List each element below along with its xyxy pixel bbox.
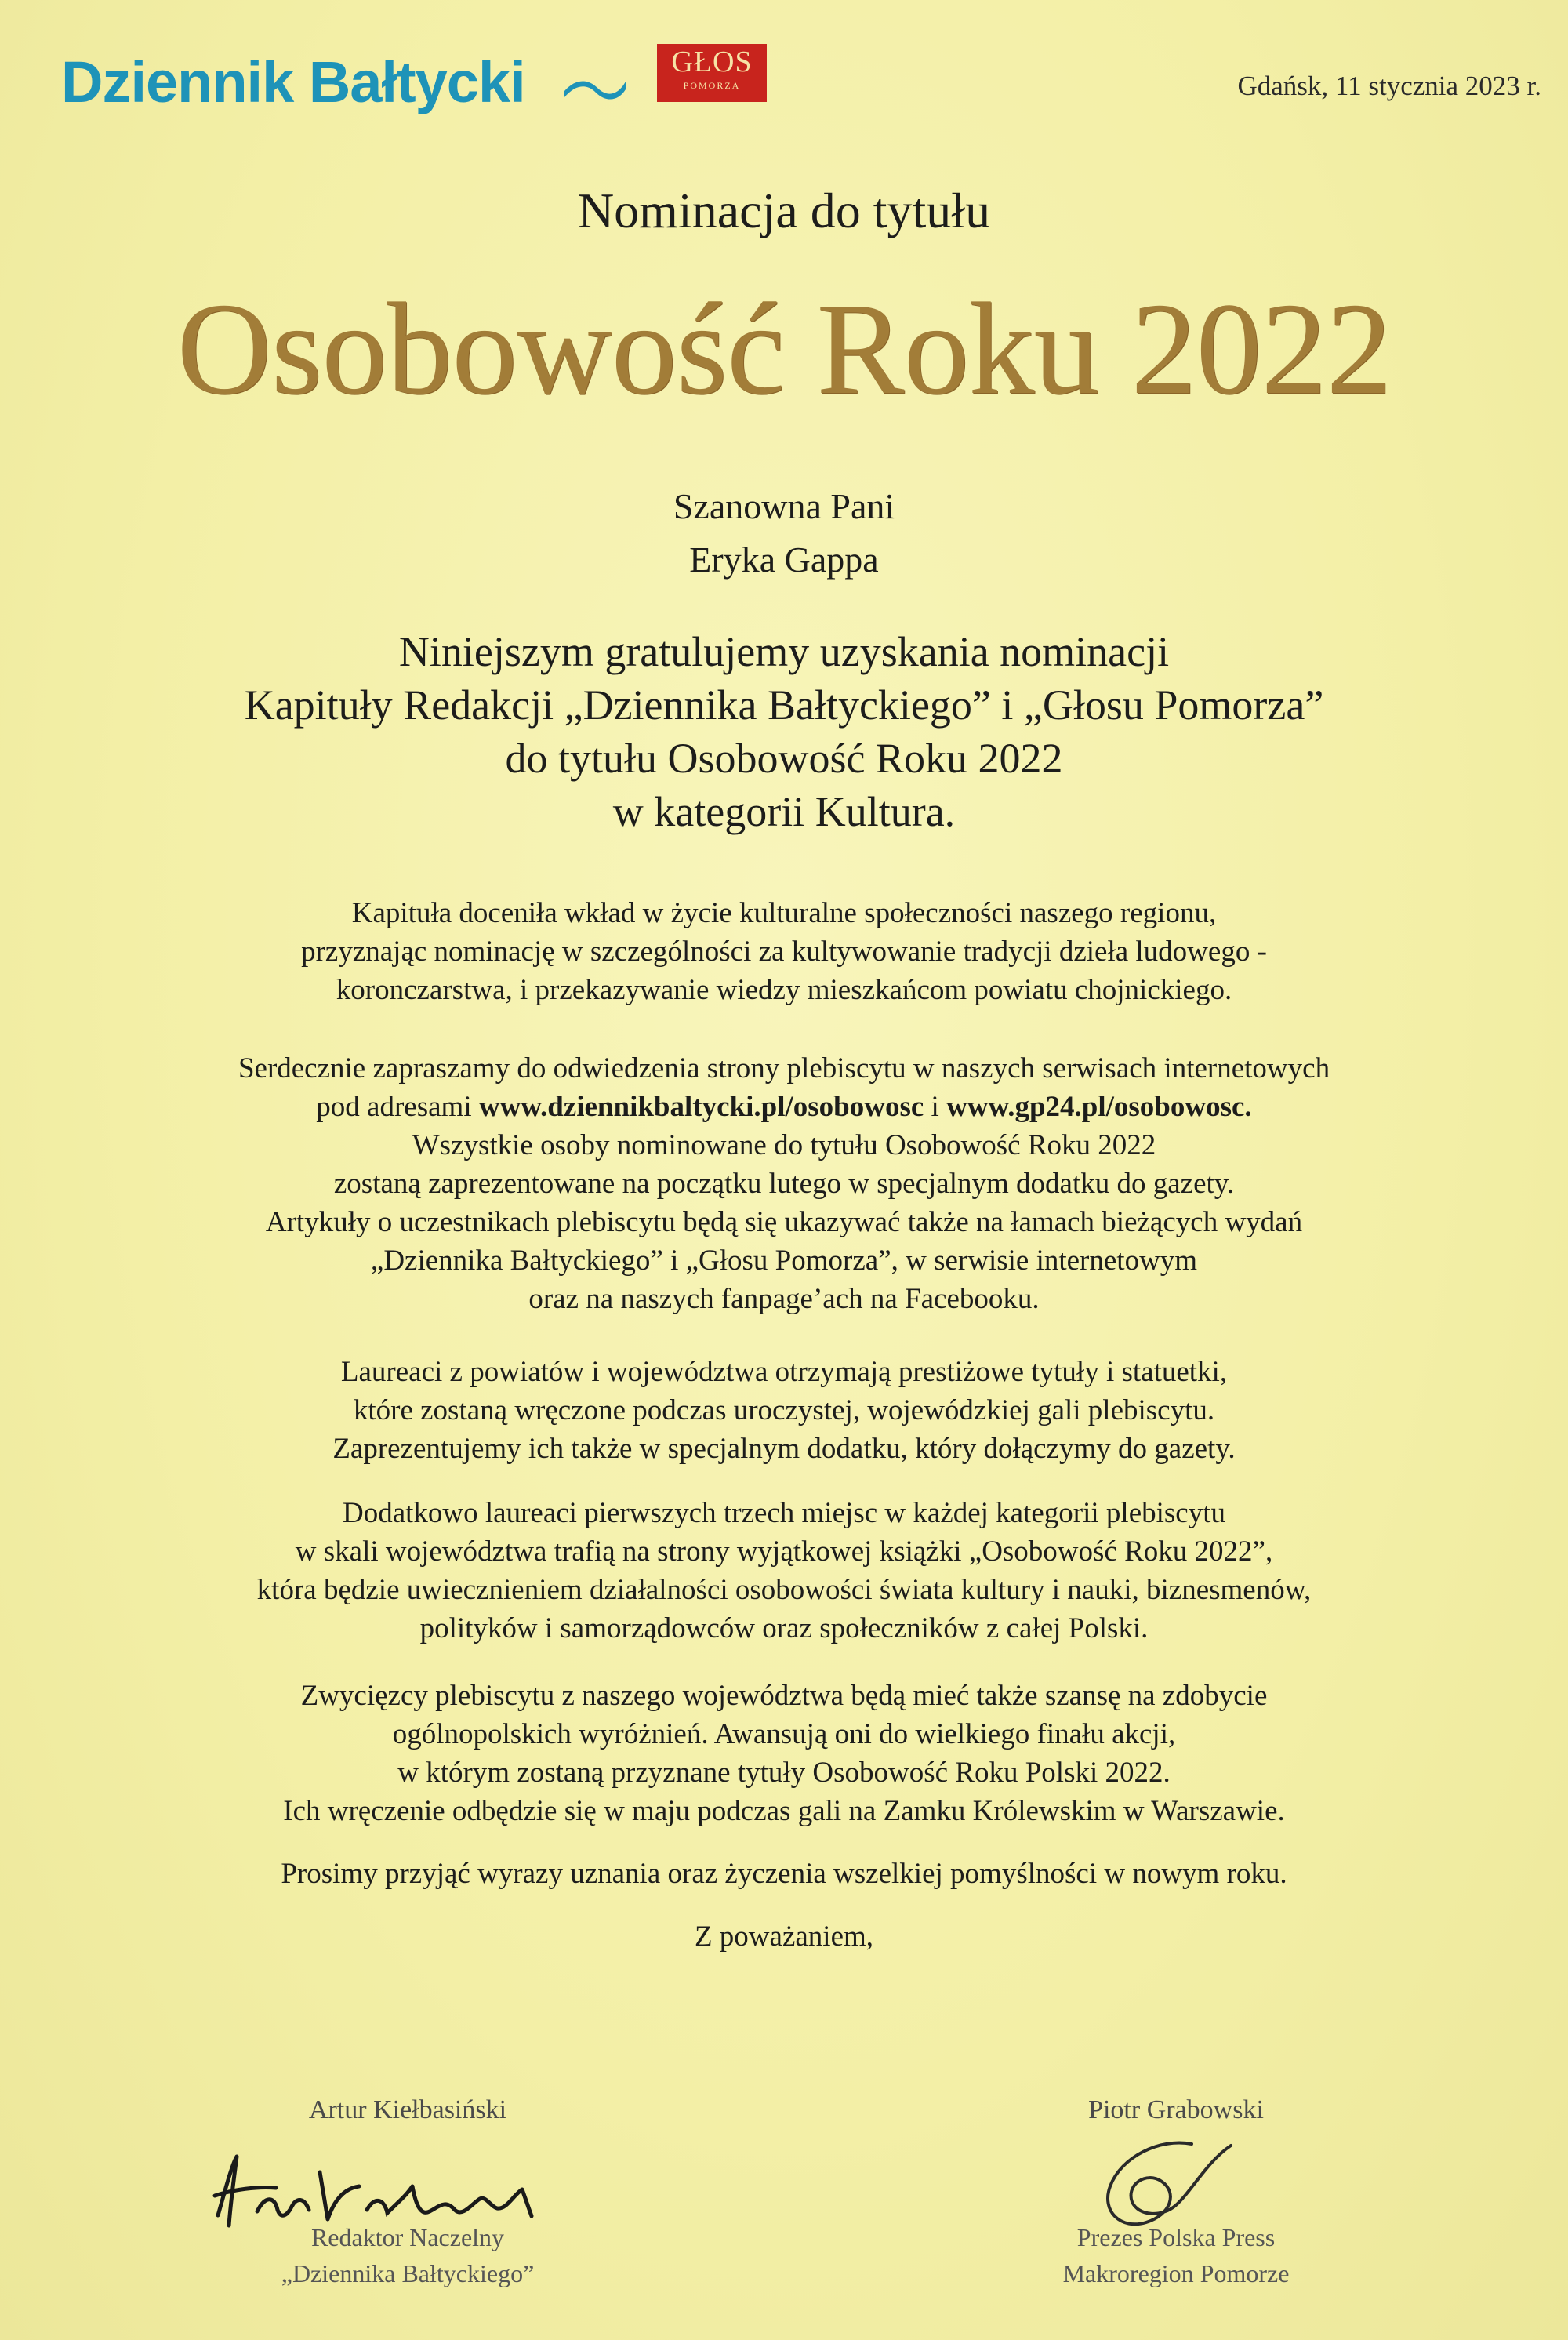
- paragraph-line: która będzie uwiecznieniem działalności osobowości świata kultury i nauki, biznesmenów,: [256, 1574, 1312, 1606]
- paragraph-line: Ich wręczenie odbędzie się w maju podczas gali na Zamku Królewskim w Warszawie.: [283, 1795, 1285, 1827]
- paragraph-line: w którym zostaną przyznane tytuły Osobowość Roku Polski 2022.: [397, 1757, 1171, 1789]
- signatory-role-right: [964, 2219, 1388, 2291]
- role-right-line2: Makroregion Pomorze: [1062, 2259, 1290, 2287]
- paragraph-line: które zostaną wręczone podczas uroczystej, wojewódzkiej gali plebiscytu.: [353, 1394, 1215, 1426]
- paragraph-line: Prosimy przyjąć wyrazy uznania oraz życzenia wszelkiej pomyślności w nowym roku.: [281, 1858, 1287, 1890]
- paragraph-line: Dodatkowo laureaci pierwszych trzech miejsc w każdej kategorii plebiscytu: [342, 1497, 1225, 1529]
- role-right-line1: Prezes Polska Press: [1076, 2223, 1276, 2251]
- paragraph-national-final: [0, 1677, 1568, 1830]
- paragraph-nomination-reason: [0, 894, 1568, 1009]
- wave-icon: [563, 74, 627, 102]
- paragraph-line: Wszystkie osoby nominowane do tytułu Osobowość Roku 2022: [412, 1129, 1156, 1161]
- paragraph-book: [0, 1494, 1568, 1648]
- signature-right: [964, 2095, 1388, 2125]
- addressee-name: Eryka Gappa: [689, 540, 879, 580]
- paragraph-line: Serdecznie zapraszamy do odwiedzenia strony plebiscytu w naszych serwisach internetowych: [238, 1052, 1330, 1085]
- letter-date: Gdańsk, 11 stycznia 2023 r.: [1237, 71, 1541, 101]
- paragraph-invitation: [0, 1049, 1568, 1318]
- paragraph-line: Zaprezentujemy ich także w specjalnym dodatku, który dołączymy do gazety.: [332, 1433, 1236, 1465]
- links-prefix: pod adresami: [316, 1091, 479, 1123]
- role-left-line1: Redaktor Naczelny: [310, 2223, 505, 2251]
- glos-logo-top: GŁOS: [671, 45, 753, 78]
- paragraph-line: „Dziennika Bałtyckiego” i „Głosu Pomorza”, w serwisie internetowym: [370, 1244, 1198, 1277]
- paragraph-line: Artykuły o uczestnikach plebiscytu będą się ukazywać także na łamach bieżących wydań: [265, 1206, 1303, 1238]
- closing: [0, 1917, 1568, 1956]
- role-left-line2: „Dziennika Bałtyckiego”: [281, 2259, 535, 2287]
- closing-line: Z poważaniem,: [694, 1920, 874, 1953]
- award-title: Osobowość Roku 2022: [176, 276, 1392, 422]
- paragraph-line: Zwycięzcy plebiscytu z naszego województwa będą mieć także szansę na zdobycie: [300, 1680, 1268, 1712]
- paragraph-line: w skali województwa trafią na strony wyjątkowej książki „Osobowość Roku 2022”,: [295, 1535, 1273, 1568]
- paragraph-line: Kapituła doceniła wkład w życie kulturalne społeczności naszego regionu,: [351, 897, 1217, 929]
- paragraph-line: oraz na naszych fanpage’ach na Facebooku.: [528, 1283, 1040, 1315]
- lead-paragraph: [0, 625, 1568, 838]
- addressee: [0, 480, 1568, 587]
- signatory-name-left: Artur Kiełbasiński: [308, 2095, 507, 2124]
- lead-line: Kapituły Redakcji „Dziennika Bałtyckiego” i „Głosu Pomorza”: [244, 681, 1324, 729]
- paragraph-wishes: [0, 1855, 1568, 1893]
- paragraph-laureates: [0, 1353, 1568, 1468]
- dziennik-baltycki-logo: Dziennik Bałtycki: [61, 49, 525, 114]
- paragraph-line: zostaną zaprezentowane na początku lutego w specjalnym dodatku do gazety.: [333, 1168, 1235, 1200]
- nomination-title: Nominacja do tytułu: [577, 183, 991, 238]
- salutation: Szanowna Pani: [673, 486, 895, 526]
- glos-pomorza-logo: [657, 44, 767, 102]
- paragraph-line: Laureaci z powiatów i województwa otrzymają prestiżowe tytuły i statuetki,: [340, 1356, 1228, 1388]
- paragraph-line: polityków i samorządowców oraz społeczników z całej Polski.: [419, 1612, 1149, 1644]
- signatory-name-right: Piotr Grabowski: [1088, 2095, 1264, 2124]
- lead-line: do tytułu Osobowość Roku 2022: [505, 735, 1063, 782]
- paragraph-line: koronczarstwa, i przekazywanie wiedzy mieszkańcom powiatu chojnickiego.: [336, 974, 1232, 1006]
- signature-left: [188, 2095, 627, 2125]
- signatory-role-left: [188, 2219, 627, 2291]
- lead-line: Niniejszym gratulujemy uzyskania nominacji: [398, 628, 1170, 675]
- links-joiner: i: [924, 1091, 947, 1123]
- paragraph-line: przyznając nominację w szczególności za kultywowanie tradycji dzieła ludowego -: [301, 936, 1267, 968]
- paragraph-line-links: [0, 1088, 1568, 1126]
- glos-logo-bottom: POMORZA: [683, 80, 741, 91]
- lead-line: w kategorii Kultura.: [612, 788, 956, 835]
- paragraph-line: ogólnopolskich wyróżnień. Awansują oni do wielkiego finału akcji,: [392, 1718, 1176, 1750]
- link-gp24[interactable]: www.gp24.pl/osobowosc.: [946, 1091, 1252, 1123]
- link-dziennikbaltycki[interactable]: www.dziennikbaltycki.pl/osobowosc: [478, 1091, 924, 1123]
